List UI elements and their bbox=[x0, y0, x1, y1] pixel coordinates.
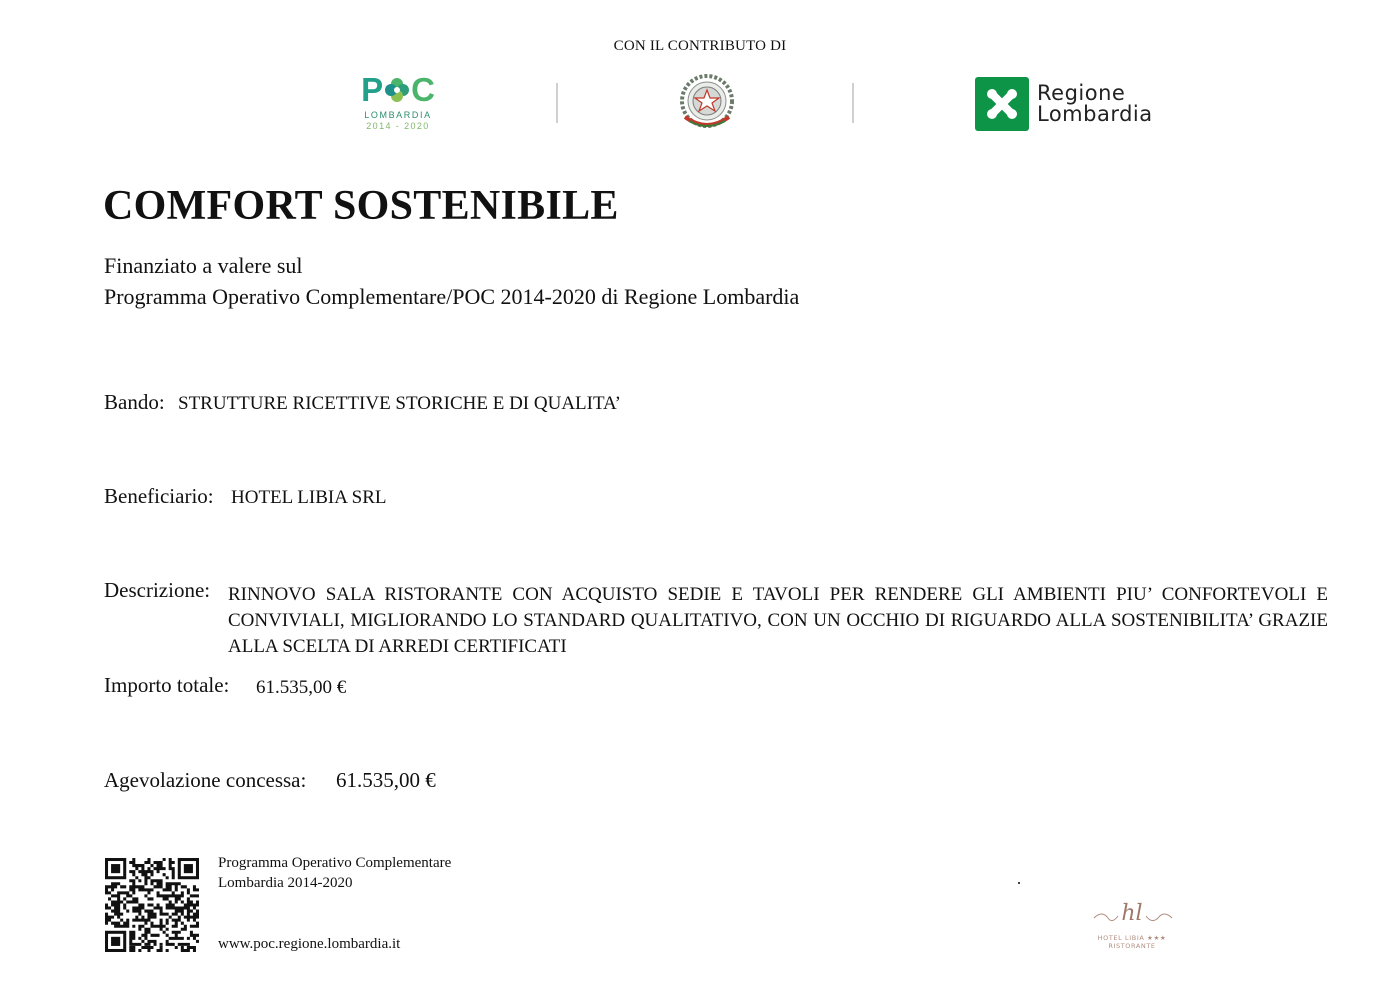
regione-lombardia-line2: Lombardia bbox=[1037, 102, 1153, 126]
subtitle-line1: Finanziato a valere sul bbox=[104, 253, 303, 278]
agevolazione-label: Agevolazione concessa: bbox=[104, 768, 307, 792]
logo-divider bbox=[556, 83, 558, 123]
hotel-libia-monogram-icon bbox=[1090, 898, 1174, 930]
importo-value: 61.535,00 € bbox=[256, 677, 347, 698]
page-title: COMFORT SOSTENIBILE bbox=[103, 183, 619, 229]
stray-dot bbox=[1018, 882, 1020, 884]
beneficiario-value: HOTEL LIBIA SRL bbox=[231, 487, 387, 508]
poc-letter-c: C bbox=[411, 71, 435, 108]
poc-lombardia-logo bbox=[352, 72, 444, 136]
contributo-label: CON IL CONTRIBUTO DI bbox=[613, 38, 787, 54]
poc-logo-years: 2014 - 2020 bbox=[366, 121, 430, 131]
descrizione-label: Descrizione: bbox=[104, 578, 211, 602]
hotel-libia-subtitle: RISTORANTE bbox=[1108, 942, 1156, 950]
descrizione-value: RINNOVO SALA RISTORANTE CON ACQUISTO SEDIE E TAVOLI PER RENDERE GLI AMBIENTI PIU’ CONFORTEVOLI E CONVIVIALI, MIGLIORANDO LO STANDARD QUALITATIVO, CON UN OCCHIO DI RIGUARDO ALLA SOSTENIBILITA’ GRAZIE ALLA SCELTA DI ARREDI CERTIFICATI bbox=[228, 584, 1328, 657]
importo-label: Importo totale: bbox=[104, 673, 230, 697]
program-website-link[interactable]: www.poc.regione.lombardia.it bbox=[218, 936, 401, 952]
bando-label: Bando: bbox=[104, 390, 165, 414]
agevolazione-value: 61.535,00 € bbox=[336, 768, 436, 792]
subtitle-line2: Programma Operativo Complementare/POC 2014-2020 di Regione Lombardia bbox=[104, 284, 800, 309]
clover-icon bbox=[384, 77, 410, 103]
bando-value: STRUTTURE RICETTIVE STORICHE E DI QUALITA’ bbox=[178, 393, 622, 414]
program-name-line1: Programma Operativo Complementare bbox=[218, 855, 452, 871]
italian-republic-emblem-icon bbox=[679, 73, 735, 135]
svg-text:hl: hl bbox=[1121, 901, 1143, 926]
program-name-line2: Lombardia 2014-2020 bbox=[218, 875, 353, 891]
beneficiario-label: Beneficiario: bbox=[104, 484, 214, 508]
hotel-libia-logo bbox=[1087, 898, 1177, 954]
regione-lombardia-logo bbox=[975, 76, 1165, 132]
poc-letter-p: P bbox=[361, 71, 384, 108]
regione-lombardia-rose-icon bbox=[981, 83, 1023, 125]
logo-divider bbox=[852, 83, 854, 123]
regione-lombardia-symbol bbox=[975, 77, 1029, 131]
poc-logo-region: LOMBARDIA bbox=[364, 110, 432, 120]
qr-code-icon[interactable] bbox=[105, 858, 199, 952]
hotel-libia-name: HOTEL LIBIA ★★★ bbox=[1097, 934, 1167, 942]
regione-lombardia-line1: Regione bbox=[1037, 81, 1126, 105]
